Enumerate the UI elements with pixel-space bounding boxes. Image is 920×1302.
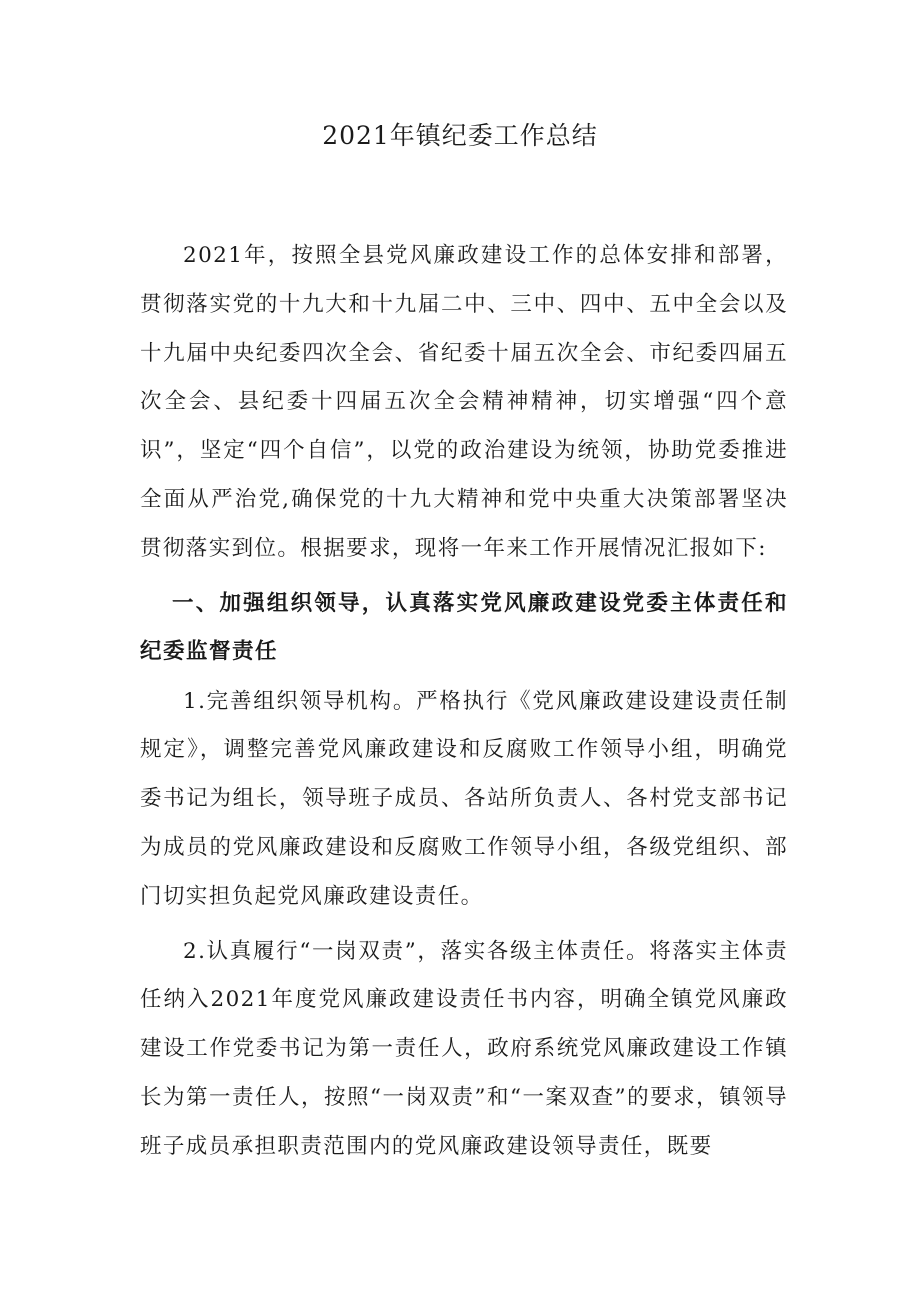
- section-heading-1: 一、加强组织领导，认真落实党风廉政建设党委主体责任和纪委监督责任: [140, 590, 788, 664]
- item-paragraph-2: 2.认真履行“一岗双责”，落实各级主体责任。将落实主体责任纳入2021年度党风廉政建设责任书内容，明确全镇党风廉政建设工作党委书记为第一责任人，政府系统党风廉政建设工作镇长为第一责任人，按照“一岗双责”和“一案双查”的要求，镇领导班子成员承担职责范围内的党风廉政建设领导责任，既要: [140, 938, 788, 1159]
- document-body: [140, 232, 788, 1172]
- item-paragraph-1: 1.完善组织领导机构。严格执行《党风廉政建设建设责任制规定》，调整完善党风廉政建设和反腐败工作领导小组，明确党委书记为组长，领导班子成员、各站所负责人、各村党支部书记为成员的党风廉政建设和反腐败工作领导小组，各级党组织、部门切实担负起党风廉政建设责任。: [140, 688, 788, 909]
- document-title: 2021年镇纪委工作总结: [322, 121, 598, 150]
- intro-paragraph: 2021年，按照全县党风廉政建设工作的总体安排和部署，贯彻落实党的十九大和十九届二中、三中、四中、五中全会以及十九届中央纪委四次全会、省纪委十届五次全会、市纪委四届五次全会、县纪委十四届五次全会精神精神，切实增强“四个意识”，坚定“四个自信”，以党的政治建设为统领，协助党委推进全面从严治党,确保党的十九大精神和党中央重大决策部署坚决贯彻落实到位。根据要求，现将一年来工作开展情况汇报如下:: [140, 243, 788, 561]
